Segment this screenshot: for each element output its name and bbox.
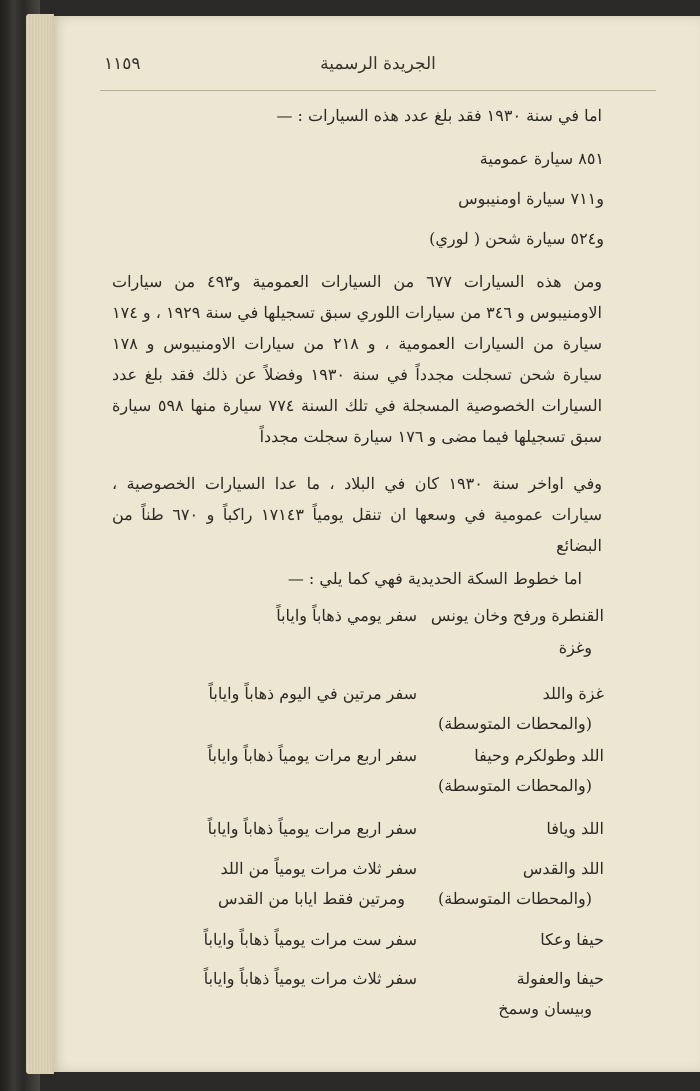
railway-schedule-2: سفر مرتين في اليوم ذهاباً واياباً xyxy=(208,684,417,703)
page-number: ١١٥٩ xyxy=(104,54,141,74)
railway-route-7: حيفا والعفولة xyxy=(516,969,604,988)
intro-line: اما في سنة ١٩٣٠ فقد بلغ عدد هذه السيارات : — xyxy=(276,106,602,125)
railway-schedule-5: سفر ثلاث مرات يومياً من اللد xyxy=(220,859,417,878)
railway-route-4: اللد ويافا xyxy=(546,819,604,838)
railway-route-extra-2: (والمحطات المتوسطة) xyxy=(437,714,592,733)
railway-schedule-4: سفر اربع مرات يومياً ذهاباً واياباً xyxy=(207,819,417,838)
paragraph-capacity: وفي اواخر سنة ١٩٣٠ كان في البلاد ، ما عدا السيارات الخصوصية ، سيارات عمومية في وسعها ان تنقل يومياً ١٧١٤٣ راكباً و ٦٧٠ طناً من البضائع xyxy=(112,474,603,555)
railway-route-1: القنطرة ورفح وخان يونس xyxy=(430,606,604,625)
railway-schedule-1: سفر يومي ذهاباً واياباً xyxy=(276,606,417,625)
vehicle-count-1: ٨٥١ سيارة عمومية xyxy=(479,149,604,168)
railway-schedule-extra-5: ومرتين فقط ايابا من القدس xyxy=(217,889,405,908)
railway-route-extra-7: وبيسان وسمخ xyxy=(498,999,592,1018)
railway-route-3: اللد وطولكرم وحيفا xyxy=(474,746,604,765)
page-header xyxy=(100,46,656,91)
railway-schedule-7: سفر ثلاث مرات يومياً ذهاباً واياباً xyxy=(203,969,417,988)
page-title: الجريدة الرسمية xyxy=(320,54,436,74)
railway-schedule-3: سفر اربع مرات يومياً ذهاباً واياباً xyxy=(207,746,417,765)
railway-route-2: غزة واللد xyxy=(542,684,604,703)
vehicle-count-2: و٧١١ سيارة اومنيبوس xyxy=(458,189,604,208)
page-stack-edge xyxy=(26,14,54,1074)
railway-route-extra-5: (والمحطات المتوسطة) xyxy=(437,889,592,908)
paragraph-registrations: ومن هذه السيارات ٦٧٧ من السيارات العمومية و٤٩٣ من سيارات الاومنيبوس و ٣٤٦ من سيارات اللوري سبق تسجيلها في سنة ١٩٢٩ ، و ١٧٤ سيارة من السيارات العمومية ، و ٢١٨ من سيارات الاومنيبوس و ١٧٨ سيارة شحن تسجلت مجدداً في سنة ١٩٣٠ وفضلاً عن ذلك فقد بلغ عدد السيارات الخصوصية المسجلة في تلك السنة ٧٧٤ سيارة منها ٥٩٨ سيارة سبق تسجيلها فيما مضى و ١٧٦ سيارة سجلت مجدداً xyxy=(112,272,603,446)
railway-route-extra-1: وغزة xyxy=(558,638,592,657)
gazette-page xyxy=(52,16,700,1072)
vehicle-count-3: و٥٢٤ سيارة شحن ( لوري) xyxy=(429,229,604,248)
railway-schedule-6: سفر ست مرات يومياً ذهاباً واياباً xyxy=(203,930,417,949)
railway-intro: اما خطوط السكة الحديدية فهي كما يلي : — xyxy=(287,569,582,588)
railway-route-5: اللد والقدس xyxy=(522,859,604,878)
railway-route-6: حيفا وعكا xyxy=(540,930,604,949)
railway-route-extra-3: (والمحطات المتوسطة) xyxy=(437,776,592,795)
